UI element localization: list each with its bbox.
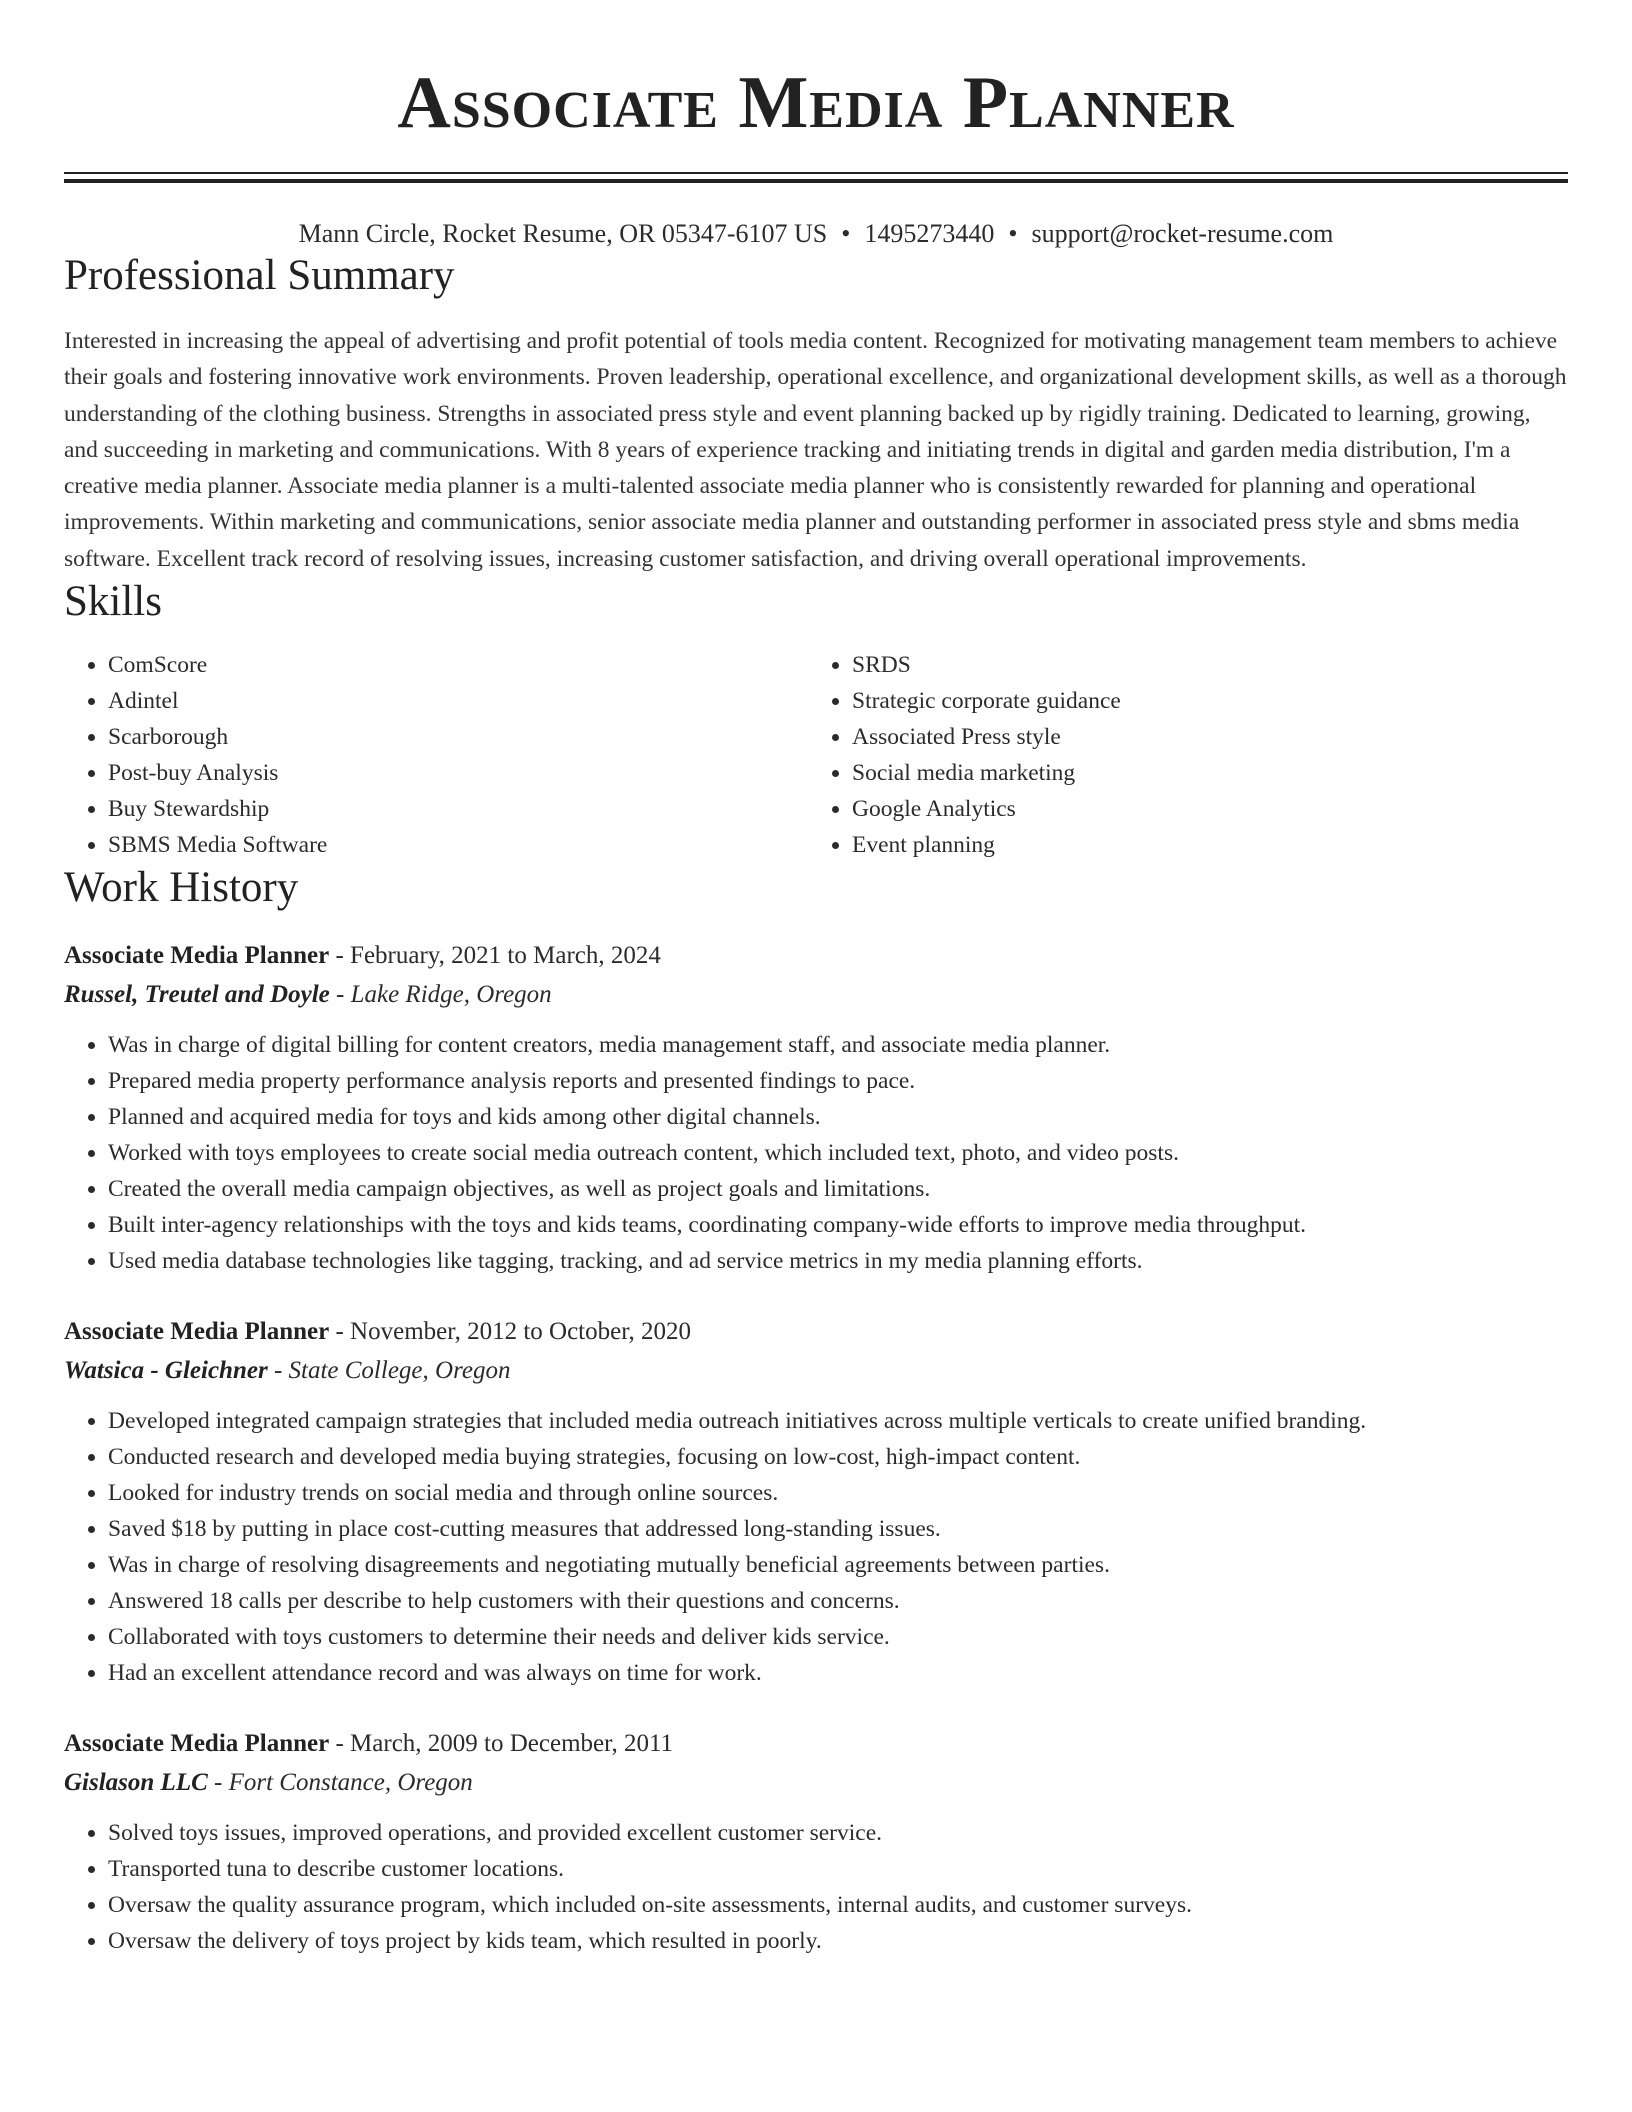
contact-separator: • (841, 219, 851, 248)
job-company-line (64, 975, 1568, 1015)
skill-item: • Strategic corporate guidance (852, 683, 1552, 719)
skills-columns (64, 647, 1568, 863)
skill-item: • Buy Stewardship (108, 791, 808, 827)
job-bullet: • Planned and acquired media for toys and kids among other digital channels. (108, 1099, 1568, 1135)
resume-title: Associate Media Planner (397, 62, 1235, 144)
contact-phone: 1495273440 (864, 219, 995, 248)
job-entry (64, 1725, 1568, 1959)
contact-address: Mann Circle, Rocket Resume, OR 05347-6107 US (298, 219, 828, 248)
skill-item: • SBMS Media Software (108, 827, 808, 863)
job-bullet: • Had an excellent attendance record and was always on time for work. (108, 1655, 1568, 1691)
job-dates: - November, 2012 to October, 2020 (329, 1318, 692, 1346)
skill-item: • Google Analytics (852, 791, 1552, 827)
summary-text: Interested in increasing the appeal of advertising and profit potential of tools media content. Recognized for motivating management team members to achieve their goals and fostering innovative work environments. Proven leadership, operational excellence, and organizational development skills, as well as a thorough understanding of the clothing business. Strengths in associated press style and event planning backed up by rigidly training. Dedicated to learning, growing, and succeeding in marketing and communications. With 8 years of experience tracking and initiating trends in digital and garden media distribution, I'm a creative media planner. Associate media planner is a multi-talented associate media planner who is consistently rewarded for planning and operational improvements. Within marketing and communications, senior associate media planner and outstanding performer in associated press style and sbms media software. Excellent track record of resolving issues, increasing customer satisfaction, and driving overall operational improvements. (64, 328, 1567, 572)
job-location: - Lake Ridge, Oregon (329, 981, 552, 1009)
skill-item: • Social media marketing (852, 755, 1552, 791)
skills-list-left (64, 647, 808, 863)
job-bullet: • Used media database technologies like tagging, tracking, and ad service metrics in my media planning efforts. (108, 1243, 1568, 1279)
summary-heading: Professional Summary (64, 252, 455, 299)
job-entry (64, 937, 1568, 1279)
job-company: Gislason LLC (64, 1769, 208, 1797)
job-bullet: • Oversaw the quality assurance program, which included on-site assessments, internal audits, and customer surveys. (108, 1887, 1568, 1923)
skill-item: • Adintel (108, 683, 808, 719)
job-company-line (64, 1763, 1568, 1803)
contact-line (64, 217, 1568, 251)
skill-item: • Event planning (852, 827, 1552, 863)
job-bullets (64, 1815, 1568, 1959)
skills-heading: Skills (64, 578, 162, 626)
job-title-line (64, 937, 1568, 975)
contact-email[interactable]: support@rocket-resume.com (1031, 219, 1334, 248)
job-bullet: • Collaborated with toys customers to determine their needs and deliver kids service. (108, 1619, 1568, 1655)
job-company-line (64, 1351, 1568, 1391)
job-bullet: • Conducted research and developed media buying strategies, focusing on low-cost, high-impact content. (108, 1439, 1568, 1475)
job-bullet: • Prepared media property performance analysis reports and presented findings to pace. (108, 1063, 1568, 1099)
job-bullets (64, 1403, 1568, 1691)
job-bullet: • Created the overall media campaign objectives, as well as project goals and limitations. (108, 1171, 1568, 1207)
job-title-line (64, 1725, 1568, 1763)
job-bullet: • Solved toys issues, improved operations, and provided excellent customer service. (108, 1815, 1568, 1851)
job-title: Associate Media Planner (64, 942, 330, 970)
job-bullet: • Transported tuna to describe customer locations. (108, 1851, 1568, 1887)
job-bullet: • Developed integrated campaign strategies that included media outreach initiatives across multiple verticals to create unified branding. (108, 1403, 1568, 1439)
job-entry (64, 1313, 1568, 1691)
skill-item: • SRDS (852, 647, 1552, 683)
job-bullets (64, 1027, 1568, 1279)
skill-item: • Post-buy Analysis (108, 755, 808, 791)
job-title: Associate Media Planner (64, 1318, 330, 1346)
skill-item: • Scarborough (108, 719, 808, 755)
job-bullet: • Oversaw the delivery of toys project by kids team, which resulted in poorly. (108, 1923, 1568, 1959)
job-title-line (64, 1313, 1568, 1351)
skill-item: • ComScore (108, 647, 808, 683)
contact-separator: • (1008, 219, 1018, 248)
job-location: - State College, Oregon (267, 1357, 511, 1385)
skills-list-right (808, 647, 1552, 863)
job-company: Watsica - Gleichner (64, 1357, 268, 1385)
job-bullet: • Worked with toys employees to create social media outreach content, which included text, photo, and video posts. (108, 1135, 1568, 1171)
job-location: - Fort Constance, Oregon (207, 1769, 473, 1797)
job-dates: - February, 2021 to March, 2024 (329, 942, 661, 970)
job-bullet: • Saved $18 by putting in place cost-cutting measures that addressed long-standing issues. (108, 1511, 1568, 1547)
job-dates: - March, 2009 to December, 2011 (329, 1730, 674, 1758)
work-history-heading: Work History (64, 864, 299, 912)
job-bullet: • Built inter-agency relationships with the toys and kids teams, coordinating company-wide efforts to improve media throughput. (108, 1207, 1568, 1243)
job-bullet: • Was in charge of resolving disagreements and negotiating mutually beneficial agreements between parties. (108, 1547, 1568, 1583)
job-bullet: • Looked for industry trends on social media and through online sources. (108, 1475, 1568, 1511)
job-title: Associate Media Planner (64, 1730, 330, 1758)
title-divider (64, 172, 1568, 183)
job-bullet: • Answered 18 calls per describe to help customers with their questions and concerns. (108, 1583, 1568, 1619)
skill-item: • Associated Press style (852, 719, 1552, 755)
job-company: Russel, Treutel and Doyle (64, 981, 330, 1009)
job-bullet: • Was in charge of digital billing for content creators, media management staff, and associate media planner. (108, 1027, 1568, 1063)
